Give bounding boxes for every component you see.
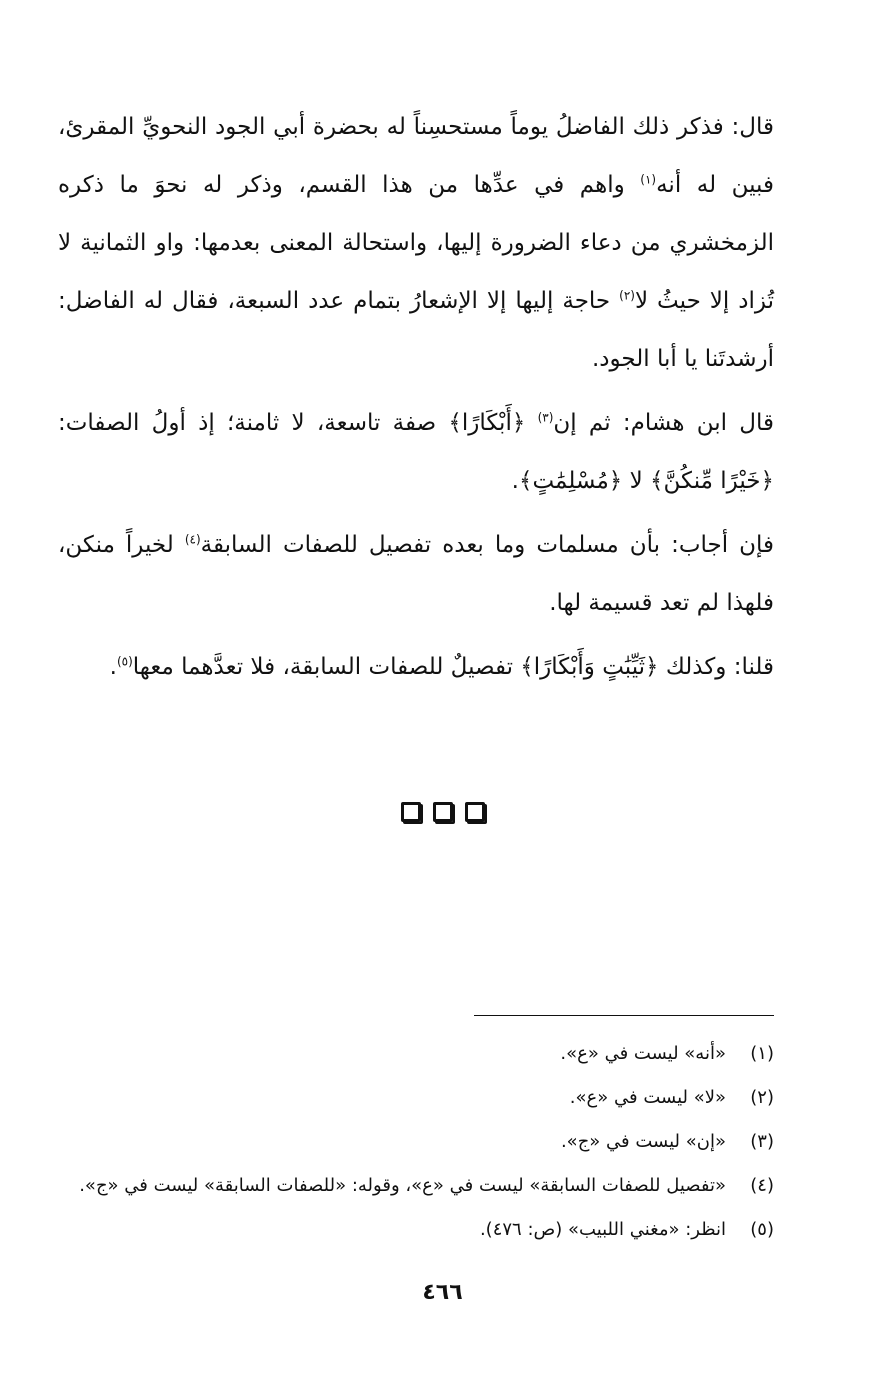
footnote-item <box>58 1120 774 1164</box>
quran-quote: ﴿أَبْكَارًا﴾ <box>436 410 538 436</box>
text-run: تفصيلٌ للصفات السابقة، فلا تعدَّهما معها <box>132 654 521 680</box>
footnote-item <box>58 1032 774 1076</box>
footnote-divider <box>474 1015 774 1016</box>
text-run: . <box>109 654 117 680</box>
text-run: قلنا: وكذلك <box>658 654 774 680</box>
main-text <box>58 98 774 696</box>
text-run: صفة تاسعة، لا ثامنة؛ إذ أولُ الصفات: <box>58 410 437 436</box>
text-run: لخيراً منكن، فلهذا لم تعد قسيمة لها. <box>58 532 774 616</box>
section-separator-ornament <box>0 802 885 822</box>
footnote-reference: (٥) <box>116 654 133 669</box>
text-run: قال: فذكر ذلك الفاضلُ يوماً مستحسِناً له بحضرة أبي الجود النحويِّ المقرئ، فبين له أنه <box>58 114 774 198</box>
footnote-number: (٥) <box>750 1219 774 1240</box>
quran-quote: ﴿ثَيِّبَٰتٍ وَأَبْكَارًا﴾ <box>520 654 659 680</box>
text-run: واهم في عدِّها من هذا القسم، وذكر له نحوَ ما ذكره الزمخشري من دعاء الضرورة إليها، واستحالة المعنى بعدمها: واو الثمانية لا تُزاد إلا حيثُ لا <box>58 172 774 314</box>
footnote-reference: (٢) <box>619 288 635 303</box>
footnotes <box>58 1032 774 1252</box>
text-run: قال ابن هشام: ثم إن <box>553 410 774 436</box>
paragraph <box>58 394 774 510</box>
text-run: حاجة إليها إلا الإشعارُ بتمام عدد السبعة، فقال له الفاضل: أرشدتَنا يا أبا الجود. <box>58 288 774 372</box>
footnote-number: (١) <box>750 1043 774 1064</box>
footnote-reference: (٣) <box>537 410 554 425</box>
text-run: فإن أجاب: بأن مسلمات وما بعده تفصيل للصفات السابقة <box>200 532 774 558</box>
paragraph <box>58 638 774 696</box>
page-number: ٤٦٦ <box>422 1280 463 1305</box>
quran-quote: ﴿مُسْلِمَٰتٍ﴾ <box>518 468 623 494</box>
footnote-text: «لا» ليست في «ع». <box>569 1087 726 1108</box>
footnote-text: «أنه» ليست في «ع». <box>560 1043 726 1064</box>
footnote-number: (٤) <box>750 1175 774 1196</box>
square-ornament-icon <box>465 802 485 822</box>
footnote-item <box>58 1164 774 1208</box>
paragraph <box>58 516 774 632</box>
footnote-number: (٢) <box>750 1087 774 1108</box>
text-run: . <box>511 468 519 494</box>
paragraph <box>58 98 774 388</box>
quran-quote: ﴿خَيْرًا مِّنكُنَّ﴾ <box>650 468 774 494</box>
text-run: لا <box>622 468 651 494</box>
footnote-reference: (٤) <box>184 532 201 547</box>
square-ornament-icon <box>401 802 421 822</box>
footnote-text: «تفصيل للصفات السابقة» ليست في «ع»، وقوله: «للصفات السابقة» ليست في «ج». <box>79 1175 726 1196</box>
footnote-reference: (١) <box>640 172 657 187</box>
square-ornament-icon <box>433 802 453 822</box>
footnote-number: (٣) <box>750 1131 774 1152</box>
footnote-item <box>58 1208 774 1252</box>
footnote-item <box>58 1076 774 1120</box>
footnote-text: «إن» ليست في «ج». <box>560 1131 726 1152</box>
footnote-text: انظر: «مغني اللبيب» (ص: ٤٧٦). <box>479 1219 726 1240</box>
